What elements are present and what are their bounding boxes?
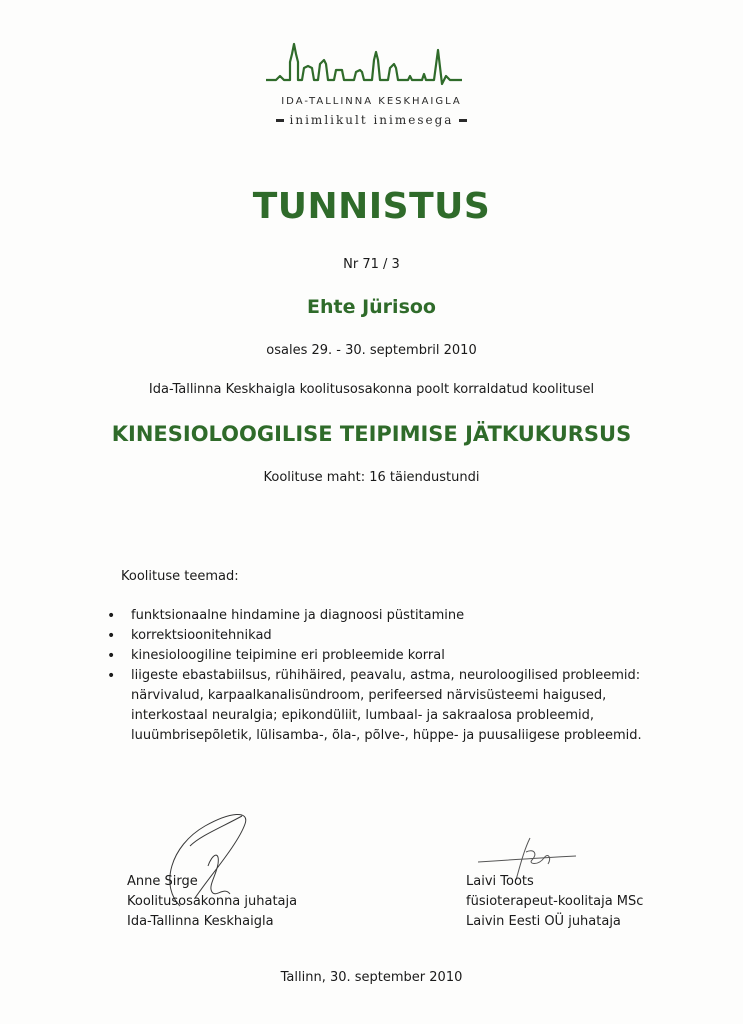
participation-dates: osales 29. - 30. septembril 2010 (266, 343, 477, 358)
signatory-right (466, 872, 643, 932)
topic-text: närvivalud, karpaalkanalisündroom, perifeersed närvisüsteemi haigused, (131, 688, 607, 703)
organization-name: IDA-TALLINNA KESKHAIGLA (281, 96, 462, 107)
topic-text: luuümbrisepõletik, lülisamba-, õla-, põlve-, hüppe- ja puusaliigese probleemid. (131, 728, 642, 743)
tallinn-skyline-heartbeat-logo (262, 40, 472, 90)
bullet-icon: • (107, 608, 116, 624)
bullet-icon: • (107, 648, 116, 664)
list-item (104, 606, 664, 626)
list-item (104, 646, 664, 666)
certificate-number: Nr 71 / 3 (343, 257, 400, 272)
course-title: KINESIOLOOGILISE TEIPIMISE JÄTKUKURSUS (111, 422, 632, 446)
bullet-icon: • (107, 628, 116, 644)
tagline-text: inimlikult inimesega (289, 113, 454, 127)
signatory-org: Ida-Tallinna Keskhaigla (127, 914, 274, 929)
topic-text: interkostaal neuralgia; epikondüliit, lumbaal- ja sakraalosa probleemid, (131, 708, 595, 723)
topics-list (104, 606, 664, 746)
signatory-left (127, 872, 297, 932)
topic-text: kinesioloogiline teipimine eri probleemide korral (131, 648, 445, 663)
list-item (104, 666, 664, 746)
organizer-line: Ida-Tallinna Keskhaigla koolitusosakonna poolt korraldatud koolitusel (148, 382, 595, 397)
dash-icon (276, 119, 284, 122)
signatory-role: füsioterapeut-koolitaja MSc (466, 894, 644, 909)
bullet-icon: • (107, 668, 116, 684)
topic-text: liigeste ebastabiilsus, rühihäired, peavalu, astma, neuroloogilised probleemid: (131, 668, 641, 683)
topics-heading: Koolituse teemad: (121, 569, 239, 584)
course-volume: Koolituse maht: 16 täiendustundi (263, 470, 480, 485)
place-and-date: Tallinn, 30. september 2010 (280, 970, 463, 985)
topic-text: korrektsioonitehnikad (131, 628, 272, 643)
signatory-name: Anne Sirge (127, 874, 198, 889)
recipient-name: Ehte Jürisoo (307, 296, 436, 318)
dash-icon (459, 119, 467, 122)
topic-text: funktsionaalne hindamine ja diagnoosi püstitamine (131, 608, 465, 623)
list-item (104, 626, 664, 646)
organization-tagline (0, 113, 743, 127)
certificate-title: TUNNISTUS (252, 186, 491, 227)
signatory-org: Laivin Eesti OÜ juhataja (466, 914, 621, 929)
signatory-role: Koolitusosakonna juhataja (127, 894, 298, 909)
signatory-name: Laivi Toots (466, 874, 534, 889)
